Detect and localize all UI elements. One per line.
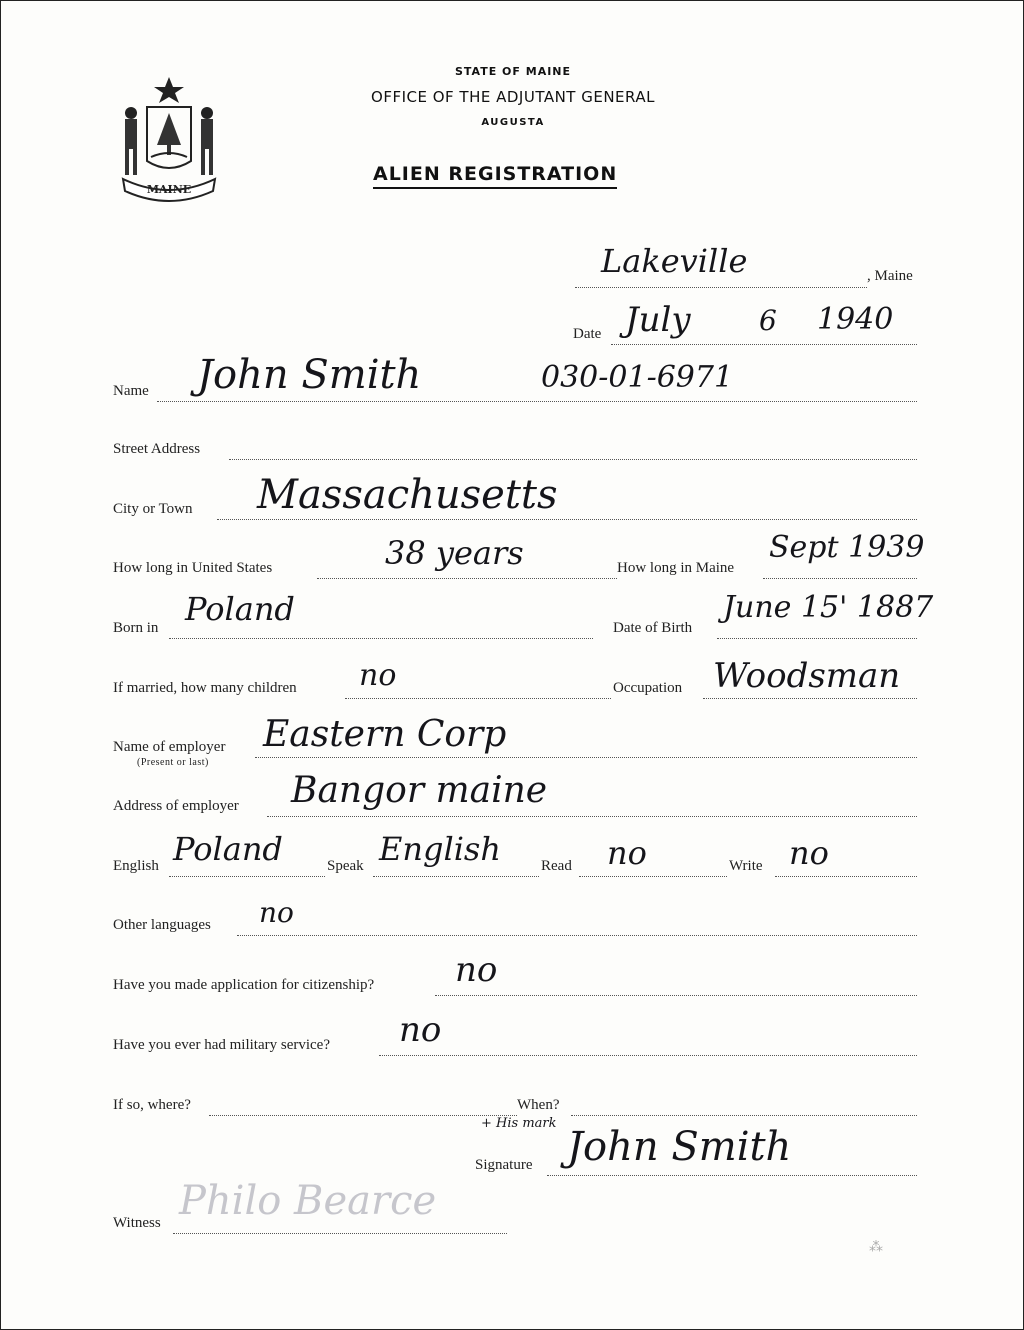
header-office: OFFICE OF THE ADJUTANT GENERAL [371,88,655,106]
city-line [217,519,917,520]
name-label: Name [113,383,149,399]
witness-line [173,1233,507,1234]
when-label: When? [517,1097,560,1113]
signature-value: John Smith [567,1124,792,1170]
born-in-label: Born in [113,620,159,636]
read-value: no [607,834,647,872]
other-languages-value: no [259,896,294,929]
speak-label: Speak [327,858,364,874]
date-month-value: July [625,300,691,340]
how-long-us-value: 38 years [385,534,524,572]
signature-label: Signature [475,1157,533,1173]
born-in-line [169,638,593,639]
how-long-maine-value: Sept 1939 [769,530,925,565]
town-line [575,287,867,288]
header-city: AUGUSTA [481,117,545,128]
witness-label: Witness [113,1215,161,1231]
how-long-maine-line [763,578,917,579]
other-languages-label: Other languages [113,917,211,933]
dob-line [717,638,917,639]
read-label: Read [541,858,572,874]
citizenship-line [435,995,917,996]
employer-address-label: Address of employer [113,798,239,814]
name-value: John Smith [197,352,422,398]
english-value: Poland [173,830,283,868]
children-line [345,698,611,699]
city-label: City or Town [113,501,193,517]
dob-label: Date of Birth [613,620,693,636]
signature-mark: + His mark [481,1116,557,1131]
id-number-value: 030-01-6971 [541,360,734,395]
write-value: no [789,834,829,872]
street-label: Street Address [113,441,201,457]
signature-line [547,1175,917,1176]
speak-value: English [379,830,501,868]
write-line [775,876,917,877]
town-value: Lakeville [601,242,748,280]
children-value: no [359,658,397,693]
military-line [379,1055,917,1056]
form-title: ALIEN REGISTRATION [373,163,617,189]
other-languages-line [237,935,917,936]
date-day-value: 6 [759,304,777,337]
employer-label: Name of employer [113,739,226,755]
occupation-value: Woodsman [713,656,901,696]
if-where-label: If so, where? [113,1097,191,1113]
city-value: Massachusetts [257,472,558,518]
occupation-line [703,698,917,699]
name-line [157,401,917,402]
write-label: Write [729,858,763,874]
if-where-line [209,1115,517,1116]
maine-label: , Maine [867,268,913,284]
date-year-value: 1940 [817,302,894,337]
witness-value: Philo Bearce [179,1178,437,1224]
english-line [169,876,325,877]
header-state: STATE OF MAINE [454,65,572,78]
when-line [571,1115,917,1116]
citizenship-value: no [455,950,498,990]
date-line [611,344,917,345]
margin-mark: ⁂ [869,1240,883,1255]
employer-line [255,757,917,758]
how-long-us-line [317,578,617,579]
born-in-value: Poland [185,590,295,628]
read-line [579,876,727,877]
english-label: English [113,858,159,874]
how-long-maine-label: How long in Maine [617,560,735,576]
children-label: If married, how many children [113,680,297,696]
date-label: Date [573,326,602,342]
military-value: no [399,1010,442,1050]
seal-text: MAINE [146,183,192,196]
dob-value: June 15' 1887 [723,590,934,625]
occupation-label: Occupation [613,680,683,696]
street-line [229,459,917,460]
speak-line [373,876,539,877]
employer-sublabel: (Present or last) [137,757,209,768]
employer-value: Eastern Corp [263,714,507,755]
military-label: Have you ever had military service? [113,1037,330,1053]
employer-address-value: Bangor maine [291,770,548,811]
employer-address-line [267,816,917,817]
citizenship-label: Have you made application for citizenship? [113,977,375,993]
how-long-us-label: How long in United States [113,560,273,576]
